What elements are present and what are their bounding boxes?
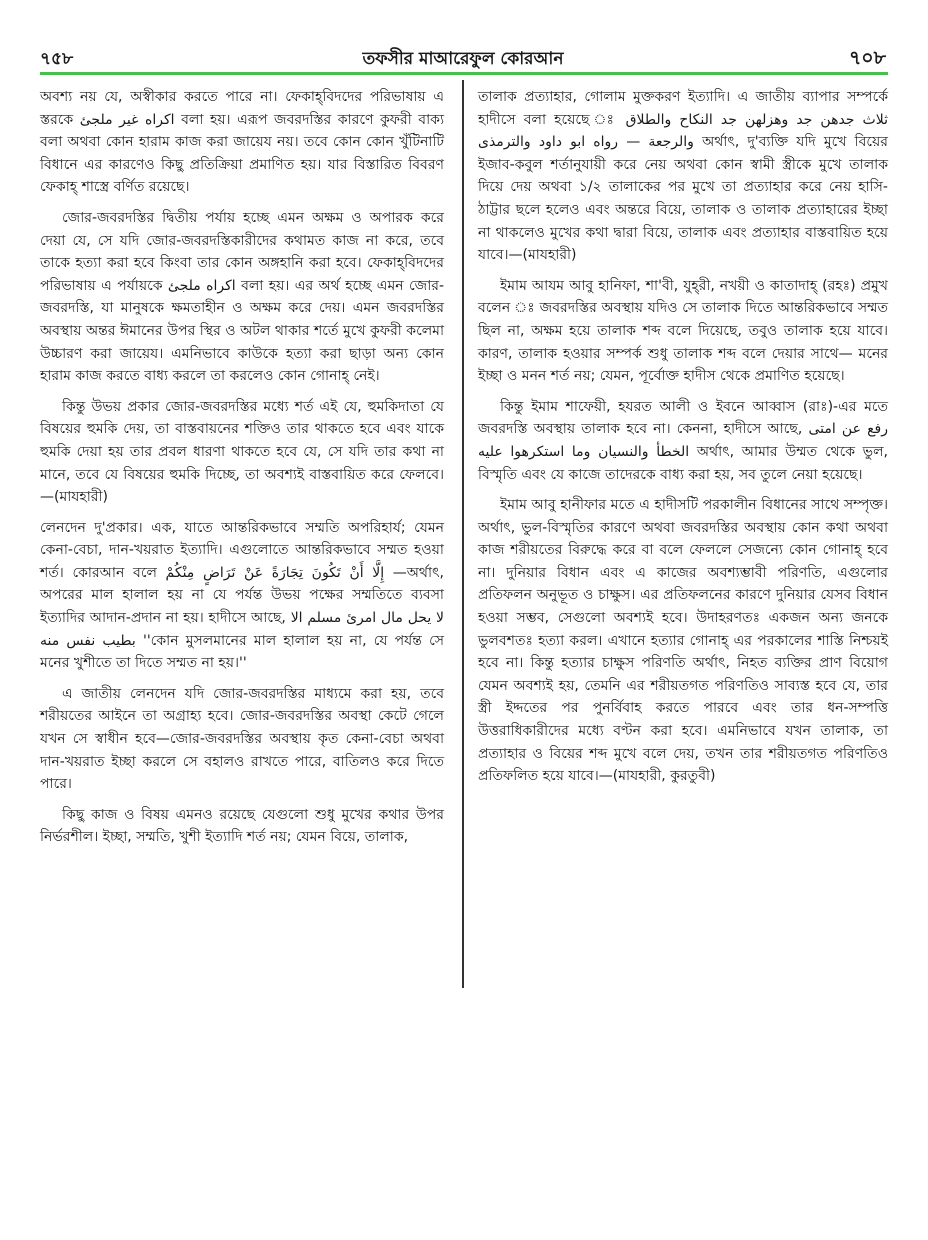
paragraph: কিন্তু উভয় প্রকার জোর-জবরদস্তির মধ্যে শর্ত এই যে, হুমকিদাতা যে বিষয়ের হুমকি দেয়, তা বাস্তবায়নের শক্তিও তার থাকতে হবে এবং যাকে হুমকি দেয়া হয় তার প্রবল ধারণা থাকতে হবে যে, সে যদি তার কথা না মানে, তবে যে বিষয়ের হুমকি দিচ্ছে, তা অবশ্যই বাস্তবায়িত করে ফেলবে।—(মাযহারী) xyxy=(40,398,444,506)
paragraph: লেনদেন দু'প্রকার। এক, যাতে আন্তরিকভাবে সম্মতি অপরিহার্য; যেমন কেনা-বেচা, দান-খয়রাত ইত্যাদি। এগুলোতে আন্তরিকভাবে সম্মত হওয়া শর্ত। কোরআন বলে إِلَّا أَنْ تَكُونَ تِجَارَةً عَنْ تَرَاضٍ مِنْكُمْ —অর্থাৎ, অপরের মাল হালাল হয় না যে পর্যন্ত উভয় পক্ষের সম্মতিতে ব্যবসা ইত্যাদির আদান-প্রদান না হয়। হাদীসে আছে, لا يحل مال امرئ مسلم الا بطيب نفس منه ''কোন মুসলমানের মাল হালাল হয় না, যে পর্যন্ত সে মনের খুশীতে তা দিতে সম্মত না হয়।'' xyxy=(40,519,445,672)
left-column xyxy=(40,86,444,857)
paragraph: অবশ্য নয় যে, অস্বীকার করতে পারে না। ফেকাহ্‌বিদদের পরিভাষায় এ স্তরকে اكراه غير ملجئ বলা হয়। এরূপ জবরদস্তির কারণে কুফরী বাক্য বলা অথবা কোন হারাম কাজ করা জায়েয নয়। তবে কোন কোন খুঁটিনাটি বিধানে এর কারণেও কিছু প্রতিক্রিয়া প্রমাণিত হয়। যার বিস্তারিত বিবরণ ফেকাহ্‌ শাস্ত্রে বর্ণিত রয়েছে। xyxy=(40,89,445,196)
paragraph: জোর-জবরদস্তির দ্বিতীয় পর্যায় হচ্ছে এমন অক্ষম ও অপারক করে দেয়া যে, সে যদি জোর-জবরদস্তিকারীদের কথামত কাজ না করে, তবে তাকে হত্যা করা হবে কিংবা তার কোন অঙ্গহানি করা হবে। ফেকাহ্‌বিদদের পরিভাষায় এ পর্যায়কে اكراه ملجئ বলা হয়। এর অর্থ হচ্ছে এমন জোর-জবরদস্তি, যা মানুষকে ক্ষমতাহীন ও অক্ষম করে দেয়। এমন জবরদস্তির অবস্থায় অন্তর ঈমানের উপর স্থির ও অটল থাকার শর্তে মুখে কুফরী কলেমা উচ্চারণ করা জায়েয। এমনিভাবে কাউকে হত্যা করা ছাড়া অন্য কোন হারাম কাজ করতে বাধ্য করলে তা করলেও কোন গোনাহ্‌ নেই। xyxy=(40,209,445,385)
paragraph: কিন্তু ইমাম শাফেয়ী, হযরত আলী ও ইবনে আব্বাস (রাঃ)-এর মতে জবরদস্তি অবস্থায় তালাক হবে না। কেননা, হাদীসে আছে, رفع عن امتى الخطأ والنسيان وما استكرهوا عليه অর্থাৎ, আমার উম্মত থেকে ভুল, বিস্মৃতি এবং যে কাজে তাদেরকে বাধ্য করা হয়, সব তুলে নেয়া হয়েছে। xyxy=(478,398,888,483)
column-divider xyxy=(462,80,464,988)
page-number-left: ৭৫৮ xyxy=(40,49,74,69)
paragraph: তালাক প্রত্যাহার, গোলাম মুক্তকরণ ইত্যাদি। এ জাতীয় ব্যাপার সম্পর্কে হাদীসে বলা হয়েছে ঃ ثلاث جدهن جد وهزلهن جد النكاح والطلاق والرجعة — رواه ابو داود والترمذى অর্থাৎ, দু'ব্যক্তি যদি মুখে বিয়ের ইজাব-কবুল শর্তানুযায়ী করে নেয় অথবা কোন স্বামী স্ত্রীকে মুখে তালাক দিয়ে দেয় অথবা ১/২ তালাকের পর মুখে তা প্রত্যাহার করে নেয় হাসি-ঠাট্টার ছলে হলেও এবং অন্তরে বিয়ে, তালাক ও তালাক প্রত্যাহারের ইচ্ছা না থাকলেও মুখের কথা দ্বারা বিয়ে, তালাক এবং প্রত্যাহার বাস্তবায়িত হয়ে যাবে।—(মাযহারী) xyxy=(478,89,888,264)
paragraph: ইমাম আবু হানীফার মতে এ হাদীসটি পরকালীন বিধানের সাথে সম্পৃক্ত। অর্থাৎ, ভুল-বিস্মৃতির কারণে অথবা জবরদস্তির অবস্থায় কোন কথা অথবা কাজ শরীয়তের বিরুদ্ধে করে বা বলে ফেললে সেজন্যে কোন গোনাহ্‌ হবে না। দুনিয়ার বিধান এবং এ কাজের অবশ্যম্ভাবী পরিণতি, এগুলোর প্রতিফলন অনুভূত ও চাক্ষুস। এর প্রতিফলনের কারণে দুনিয়ার যেসব বিধান হওয়া সম্ভব, সেগুলো অবশ্যই হবে। উদাহরণতঃ একজন অন্য জনকে ভুলবশতঃ হত্যা করল। এখানে হত্যার গোনাহ্‌ এর পরকালের শাস্তি নিশ্চয়ই হবে না। কিন্তু হত্যার চাক্ষুস পরিণতি অর্থাৎ, নিহত ব্যক্তির প্রাণ বিয়োগ যেমন অবশ্যই হয়, তেমনি এর শরীয়তগত পরিণতিও সাব্যস্ত হবে যে, তার স্ত্রী ইদ্দতের পর পুনর্বিবাহ করতে পারবে এবং তার ধন-সম্পত্তি উত্তরাধিকারীদের মধ্যে বণ্টন করা হবে। এমনিভাবে যখন তালাক, তা প্রত্যাহার ও বিয়ের শব্দ মুখে বলে দেয়, তখন তার শরীয়তগত পরিণতিও প্রতিফলিত হয়ে যাবে।—(মাযহারী, কুরতুবী) xyxy=(478,497,888,785)
right-column xyxy=(478,86,888,796)
running-title: তফসীর মাআরেফুল কোরআন xyxy=(362,49,564,69)
page-header xyxy=(40,40,886,70)
header-rule xyxy=(40,72,888,75)
paragraph: এ জাতীয় লেনদেন যদি জোর-জবরদস্তির মাধ্যমে করা হয়, তবে শরীয়তের আইনে তা অগ্রাহ্য হবে। জোর-জবরদস্তির অবস্থা কেটে গেলে যখন সে স্বাধীন হবে—জোর-জবরদস্তির অবস্থায় কৃত কেনা-বেচা অথবা দান-খয়রাত ইচ্ছা করলে সে বহালও রাখতে পারে, বাতিলও করে দিতে পারে। xyxy=(40,685,444,793)
page-number-right: ৭০৮ xyxy=(848,47,886,69)
paragraph: কিছু কাজ ও বিষয় এমনও রয়েছে যেগুলো শুধু মুখের কথার উপর নির্ভরশীল। ইচ্ছা, সম্মতি, খুশী ইত্যাদি শর্ত নয়; যেমন বিয়ে, তালাক, xyxy=(40,806,444,846)
paragraph: ইমাম আযম আবু হানিফা, শা'বী, যুহ্‌রী, নখয়ী ও কাতাদাহ্‌ (রহঃ) প্রমুখ বলেন ঃ জবরদস্তির অবস্থায় যদিও সে তালাক দিতে আন্তরিকভাবে সম্মত ছিল না, অক্ষম হয়ে তালাক শব্দ বলে দিয়েছে, তবুও তালাক হয়ে যাবে। কারণ, তালাক হওয়ার সম্পর্ক শুধু তালাক শব্দ বলে দেয়ার সাথে— মনের ইচ্ছা ও মনন শর্ত নয়; যেমন, পূর্বোক্ত হাদীস থেকে প্রমাণিত হয়েছে। xyxy=(478,277,888,385)
